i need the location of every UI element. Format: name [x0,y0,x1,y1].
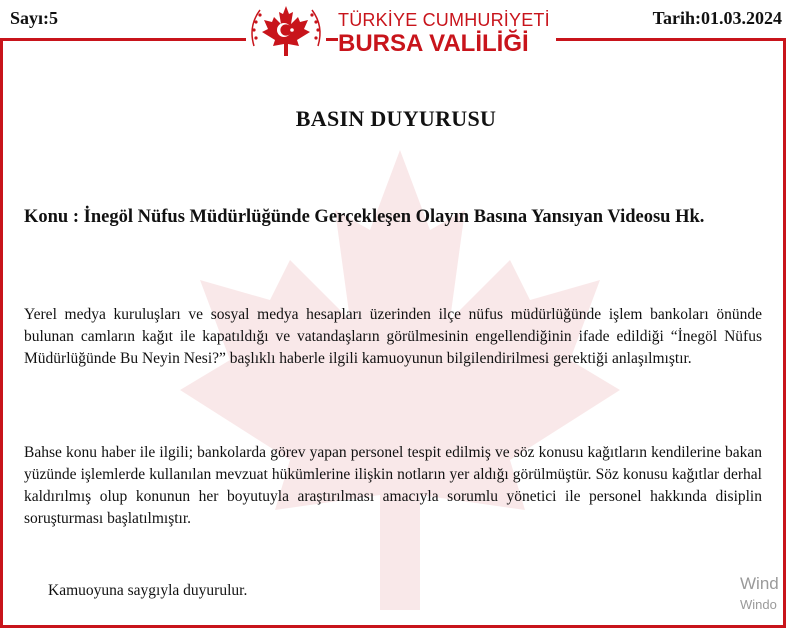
activation-watermark-line-1: Wind [740,574,779,593]
org-line-1: TÜRKİYE CUMHURİYETİ [338,10,550,30]
subject-line: Konu : İnegöl Nüfus Müdürlüğünde Gerçekleşen Olayın Basına Yansıyan Videosu Hk. [24,207,705,227]
body-paragraph-1: Yerel medya kuruluşları ve sosyal medya hesapları üzerinden ilçe nüfus müdürlüğünde işlem bankoları önünde bulunan camların kağıt ile kapatıldığı ve vatandaşların görülmesinin engellendiğinin ifade edildiği “İnegöl Nüfus Müdürlüğünde Bu Neyin Nesi?” başlıklı haberle ilgili kamuoyunun bilgilendirilmesi gerektiği anlaşılmıştır. [24,306,762,367]
body-paragraph-2: Bahse konu haber ile ilgili; bankolarda görev yapan personel tespit edilmiş ve söz konusu kağıtların kendilerine bakan yüzünde işlemlerde kullanılan mevzuat hükümlerine ilişkin notların yer aldığı görülmüştür. Söz konusu kağıtlar derhal kaldırılmış olup konunun her boyutuyla araştırılması amacıyla sorumlu yönetici ile personel hakkında disiplin soruşturması başlatılmıştır. [24,444,762,527]
activation-watermark-line-2: Windo [740,597,777,612]
organization-name [338,10,556,58]
closing-line: Kamuoyuna saygıyla duyurulur. [48,582,248,599]
document-title: BASIN DUYURUSU [295,106,497,131]
turkish-flag-maple-leaf-emblem-icon [246,2,326,62]
document-number: Sayı:5 [10,8,59,28]
document-date: Tarih:01.03.2024 [652,8,782,28]
org-line-2: BURSA VALİLİĞİ [338,30,529,57]
